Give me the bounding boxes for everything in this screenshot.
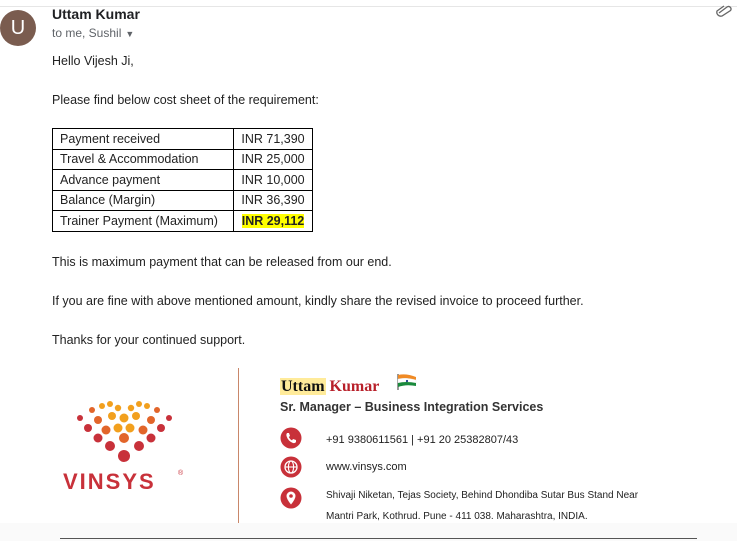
row-value-highlighted: [234, 211, 313, 232]
globe-icon: [280, 456, 302, 478]
table-row: [53, 129, 313, 150]
signature-last-name: Kumar: [329, 378, 380, 395]
row-label: Payment received: [53, 129, 234, 150]
row-label: Balance (Margin): [53, 190, 234, 211]
paperclip-icon[interactable]: [715, 4, 733, 18]
chevron-down-icon: ▼: [125, 28, 135, 39]
request-text: If you are fine with above mentioned amount, kindly share the revised invoice to proceed further.: [52, 294, 584, 308]
signature-address-line2: Mantri Park, Kothrud. Pune - 411 038. Maharashtra, INDIA.: [326, 511, 588, 522]
intro-text: Please find below cost sheet of the requirement:: [52, 93, 319, 107]
table-row: [53, 211, 313, 232]
recipients-toggle[interactable]: [52, 26, 134, 40]
sender-name[interactable]: Uttam Kumar: [52, 6, 140, 22]
phone-icon: [280, 427, 302, 449]
row-value: INR 71,390: [234, 129, 313, 150]
sender-avatar[interactable]: U: [0, 10, 36, 46]
location-pin-icon: [280, 487, 302, 509]
row-value: INR 25,000: [234, 149, 313, 170]
greeting-text: Hello Vijesh Ji,: [52, 54, 134, 68]
highlighted-amount: INR 29,112: [241, 213, 305, 228]
india-flag-icon: [396, 373, 418, 390]
row-label: Advance payment: [53, 170, 234, 191]
signature-website[interactable]: www.vinsys.com: [326, 461, 407, 473]
table-row: [53, 149, 313, 170]
signature-divider: [238, 368, 239, 523]
signature-job-title: Sr. Manager – Business Integration Services: [280, 400, 544, 414]
signature-address-line1: Shivaji Niketan, Tejas Society, Behind Dhondiba Sutar Bus Stand Near: [326, 490, 639, 501]
row-label: Travel & Accommodation: [53, 149, 234, 170]
signature-phone: +91 9380611561 | +91 20 25382807/43: [326, 434, 519, 446]
signature-first-name: Uttam: [281, 378, 325, 395]
signature-name: [280, 378, 379, 396]
cost-sheet-table: [52, 128, 313, 232]
table-row: [53, 170, 313, 191]
row-value: INR 10,000: [234, 170, 313, 191]
row-label: Trainer Payment (Maximum): [53, 211, 234, 232]
recipients-label: to me, Sushil: [52, 26, 122, 40]
logo-wordmark: VINSYS: [63, 469, 156, 494]
footer-divider: [60, 538, 697, 539]
table-row: [53, 190, 313, 211]
max-payment-text: This is maximum payment that can be released from our end.: [52, 255, 392, 269]
row-value: INR 36,390: [234, 190, 313, 211]
thanks-text: Thanks for your continued support.: [52, 333, 246, 347]
registered-mark: ®: [178, 470, 184, 477]
